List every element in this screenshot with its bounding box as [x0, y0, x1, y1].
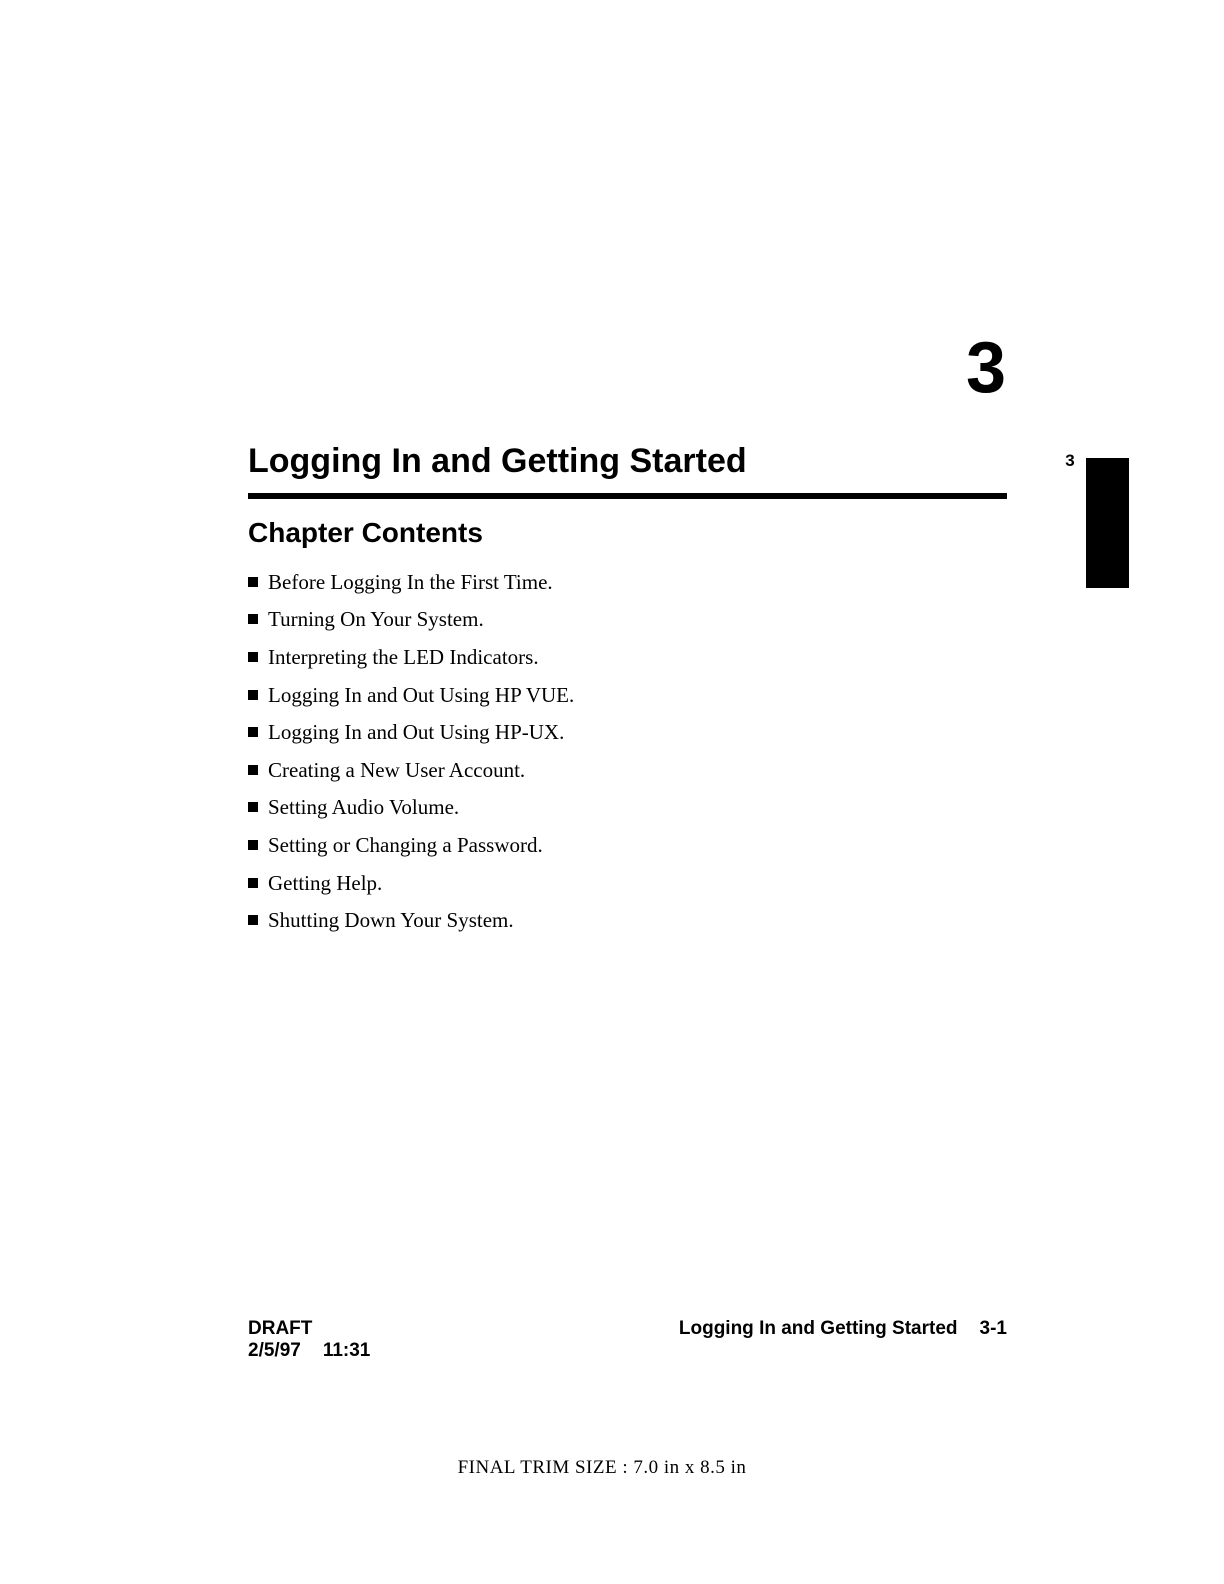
list-item-text: Before Logging In the First Time.: [268, 569, 553, 594]
bullet-square-icon: [248, 840, 258, 850]
list-item: [248, 638, 574, 676]
chapter-tab-label: 3: [1065, 451, 1075, 470]
list-item: [248, 864, 574, 902]
list-item-text: Interpreting the LED Indicators.: [268, 644, 539, 669]
bullet-square-icon: [248, 727, 258, 737]
bullet-square-icon: [248, 878, 258, 888]
running-footer: [679, 1318, 1007, 1340]
list-item-text: Logging In and Out Using HP VUE.: [268, 682, 575, 707]
list-item: [248, 713, 574, 751]
chapter-title: Logging In and Getting Started: [248, 442, 747, 480]
list-item: [248, 676, 574, 714]
draft-date-line: [248, 1340, 370, 1362]
bullet-square-icon: [248, 577, 258, 587]
bullet-square-icon: [248, 802, 258, 812]
chapter-thumb-tab: [1086, 458, 1129, 588]
list-item-text: Turning On Your System.: [268, 607, 484, 632]
bullet-square-icon: [248, 765, 258, 775]
list-item-text: Setting or Changing a Password.: [268, 832, 543, 857]
list-item: [248, 826, 574, 864]
contents-heading: Chapter Contents: [248, 517, 483, 548]
bullet-square-icon: [248, 690, 258, 700]
list-item-text: Shutting Down Your System.: [268, 908, 514, 933]
footer-draft-stamp: [248, 1318, 370, 1362]
draft-label: DRAFT: [248, 1318, 313, 1339]
draft-time: 11:31: [322, 1340, 371, 1361]
trim-size-note: FINAL TRIM SIZE : 7.0 in x 8.5 in: [457, 1457, 747, 1478]
list-item: [248, 563, 574, 601]
list-item-text: Setting Audio Volume.: [268, 795, 460, 820]
list-item: [248, 601, 574, 639]
list-item-text: Creating a New User Account.: [268, 757, 526, 782]
list-item: [248, 751, 574, 789]
list-item: [248, 901, 574, 939]
draft-date: 2/5/97: [248, 1340, 301, 1361]
list-item-text: Getting Help.: [268, 870, 383, 895]
running-footer-title: Logging In and Getting Started: [678, 1318, 958, 1339]
chapter-number: 3: [965, 328, 1006, 408]
list-item: [248, 789, 574, 827]
bullet-square-icon: [248, 614, 258, 624]
bullet-square-icon: [248, 915, 258, 925]
bullet-square-icon: [248, 652, 258, 662]
page-number: 3-1: [979, 1318, 1007, 1339]
title-rule: [248, 493, 1007, 499]
contents-list: [248, 563, 574, 939]
list-item-text: Logging In and Out Using HP-UX.: [268, 720, 565, 745]
